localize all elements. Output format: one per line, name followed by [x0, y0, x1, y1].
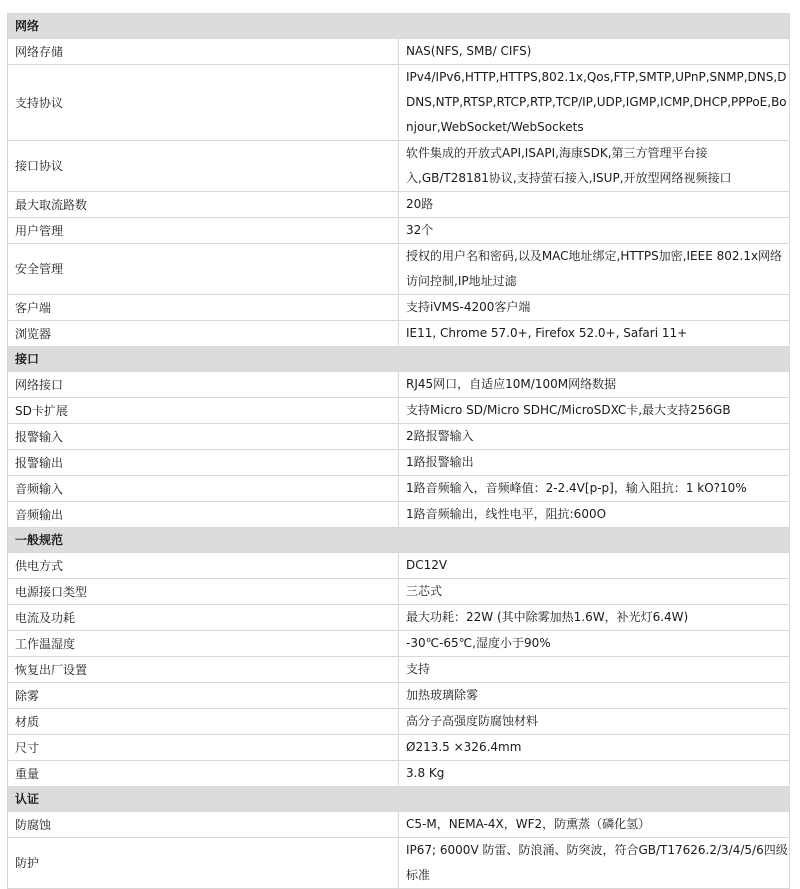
spec-table — [7, 13, 790, 889]
spec-value: 支持iVMS-4200客户端 — [399, 295, 790, 321]
spec-label: 报警输出 — [8, 450, 399, 476]
spec-row — [8, 502, 790, 528]
spec-label: 音频输出 — [8, 502, 399, 528]
section-header-interface — [8, 347, 790, 372]
spec-value: 支持 — [399, 657, 790, 683]
spec-label: 最大取流路数 — [8, 192, 399, 218]
spec-row — [8, 244, 790, 295]
spec-value: IE11, Chrome 57.0+, Firefox 52.0+, Safari 11+ — [399, 321, 790, 347]
spec-row — [8, 39, 790, 65]
spec-row — [8, 579, 790, 605]
spec-row — [8, 218, 790, 244]
spec-label: 报警输入 — [8, 424, 399, 450]
spec-value: RJ45网口，自适应10M/100M网络数据 — [399, 372, 790, 398]
spec-row — [8, 295, 790, 321]
spec-row — [8, 372, 790, 398]
spec-value: 2路报警输入 — [399, 424, 790, 450]
spec-row — [8, 424, 790, 450]
spec-value: 高分子高强度防腐蚀材料 — [399, 709, 790, 735]
spec-value: 最大功耗：22W (其中除雾加热1.6W，补光灯6.4W) — [399, 605, 790, 631]
spec-label: 恢复出厂设置 — [8, 657, 399, 683]
section-title: 网络 — [8, 14, 790, 39]
spec-label: 电源接口类型 — [8, 579, 399, 605]
spec-row — [8, 476, 790, 502]
spec-label: 电流及功耗 — [8, 605, 399, 631]
spec-value: 20路 — [399, 192, 790, 218]
spec-row — [8, 398, 790, 424]
spec-value: 1路音频输入，音频峰值：2-2.4V[p-p]，输入阻抗：1 kO?10% — [399, 476, 790, 502]
spec-row — [8, 683, 790, 709]
spec-row — [8, 141, 790, 192]
spec-value: C5-M，NEMA-4X，WF2，防熏蒸（磷化氢） — [399, 812, 790, 838]
spec-value: 加热玻璃除雾 — [399, 683, 790, 709]
spec-value: 3.8 Kg — [399, 761, 790, 787]
spec-label: 客户端 — [8, 295, 399, 321]
spec-label: 材质 — [8, 709, 399, 735]
spec-value: 32个 — [399, 218, 790, 244]
spec-label: 安全管理 — [8, 244, 399, 295]
spec-label: SD卡扩展 — [8, 398, 399, 424]
spec-row — [8, 709, 790, 735]
spec-row — [8, 321, 790, 347]
spec-row — [8, 838, 790, 889]
spec-value: Ø213.5 ×326.4mm — [399, 735, 790, 761]
spec-label: 重量 — [8, 761, 399, 787]
spec-row — [8, 450, 790, 476]
spec-row — [8, 657, 790, 683]
spec-row — [8, 192, 790, 218]
section-title: 认证 — [8, 787, 790, 812]
section-title: 接口 — [8, 347, 790, 372]
spec-label: 防护 — [8, 838, 399, 889]
spec-label: 工作温湿度 — [8, 631, 399, 657]
section-title: 一般规范 — [8, 528, 790, 553]
spec-row — [8, 605, 790, 631]
spec-label: 防腐蚀 — [8, 812, 399, 838]
section-header-network — [8, 14, 790, 39]
section-header-general — [8, 528, 790, 553]
spec-value: 授权的用户名和密码,以及MAC地址绑定,HTTPS加密,IEEE 802.1x网络访问控制,IP地址过滤 — [399, 244, 790, 295]
spec-row — [8, 553, 790, 579]
spec-row — [8, 812, 790, 838]
spec-value: 1路音频输出，线性电平，阻抗:600O — [399, 502, 790, 528]
spec-value: IPv4/IPv6,HTTP,HTTPS,802.1x,Qos,FTP,SMTP,UPnP,SNMP,DNS,DDNS,NTP,RTSP,RTCP,RTP,TCP/IP,UDP,IGMP,ICMP,DHCP,PPPoE,Bonjour,WebSocket/WebSockets — [399, 65, 790, 141]
spec-row — [8, 631, 790, 657]
spec-label: 尺寸 — [8, 735, 399, 761]
spec-label: 除雾 — [8, 683, 399, 709]
section-header-certification — [8, 787, 790, 812]
spec-row — [8, 735, 790, 761]
spec-label: 网络存储 — [8, 39, 399, 65]
spec-label: 网络接口 — [8, 372, 399, 398]
spec-value: 三芯式 — [399, 579, 790, 605]
spec-row — [8, 761, 790, 787]
spec-value: 1路报警输出 — [399, 450, 790, 476]
spec-value: -30℃-65℃,湿度小于90% — [399, 631, 790, 657]
spec-value: DC12V — [399, 553, 790, 579]
spec-label: 用户管理 — [8, 218, 399, 244]
spec-label: 接口协议 — [8, 141, 399, 192]
spec-label: 浏览器 — [8, 321, 399, 347]
spec-value: NAS(NFS, SMB/ CIFS) — [399, 39, 790, 65]
spec-value: IP67; 6000V 防雷、防浪涌、防突波，符合GB/T17626.2/3/4/5/6四级标准 — [399, 838, 790, 889]
spec-label: 供电方式 — [8, 553, 399, 579]
spec-label: 支持协议 — [8, 65, 399, 141]
spec-row — [8, 65, 790, 141]
spec-value: 软件集成的开放式API,ISAPI,海康SDK,第三方管理平台接入,GB/T28181协议,支持萤石接入,ISUP,开放型网络视频接口 — [399, 141, 790, 192]
spec-label: 音频输入 — [8, 476, 399, 502]
spec-value: 支持Micro SD/Micro SDHC/MicroSDXC卡,最大支持256GB — [399, 398, 790, 424]
